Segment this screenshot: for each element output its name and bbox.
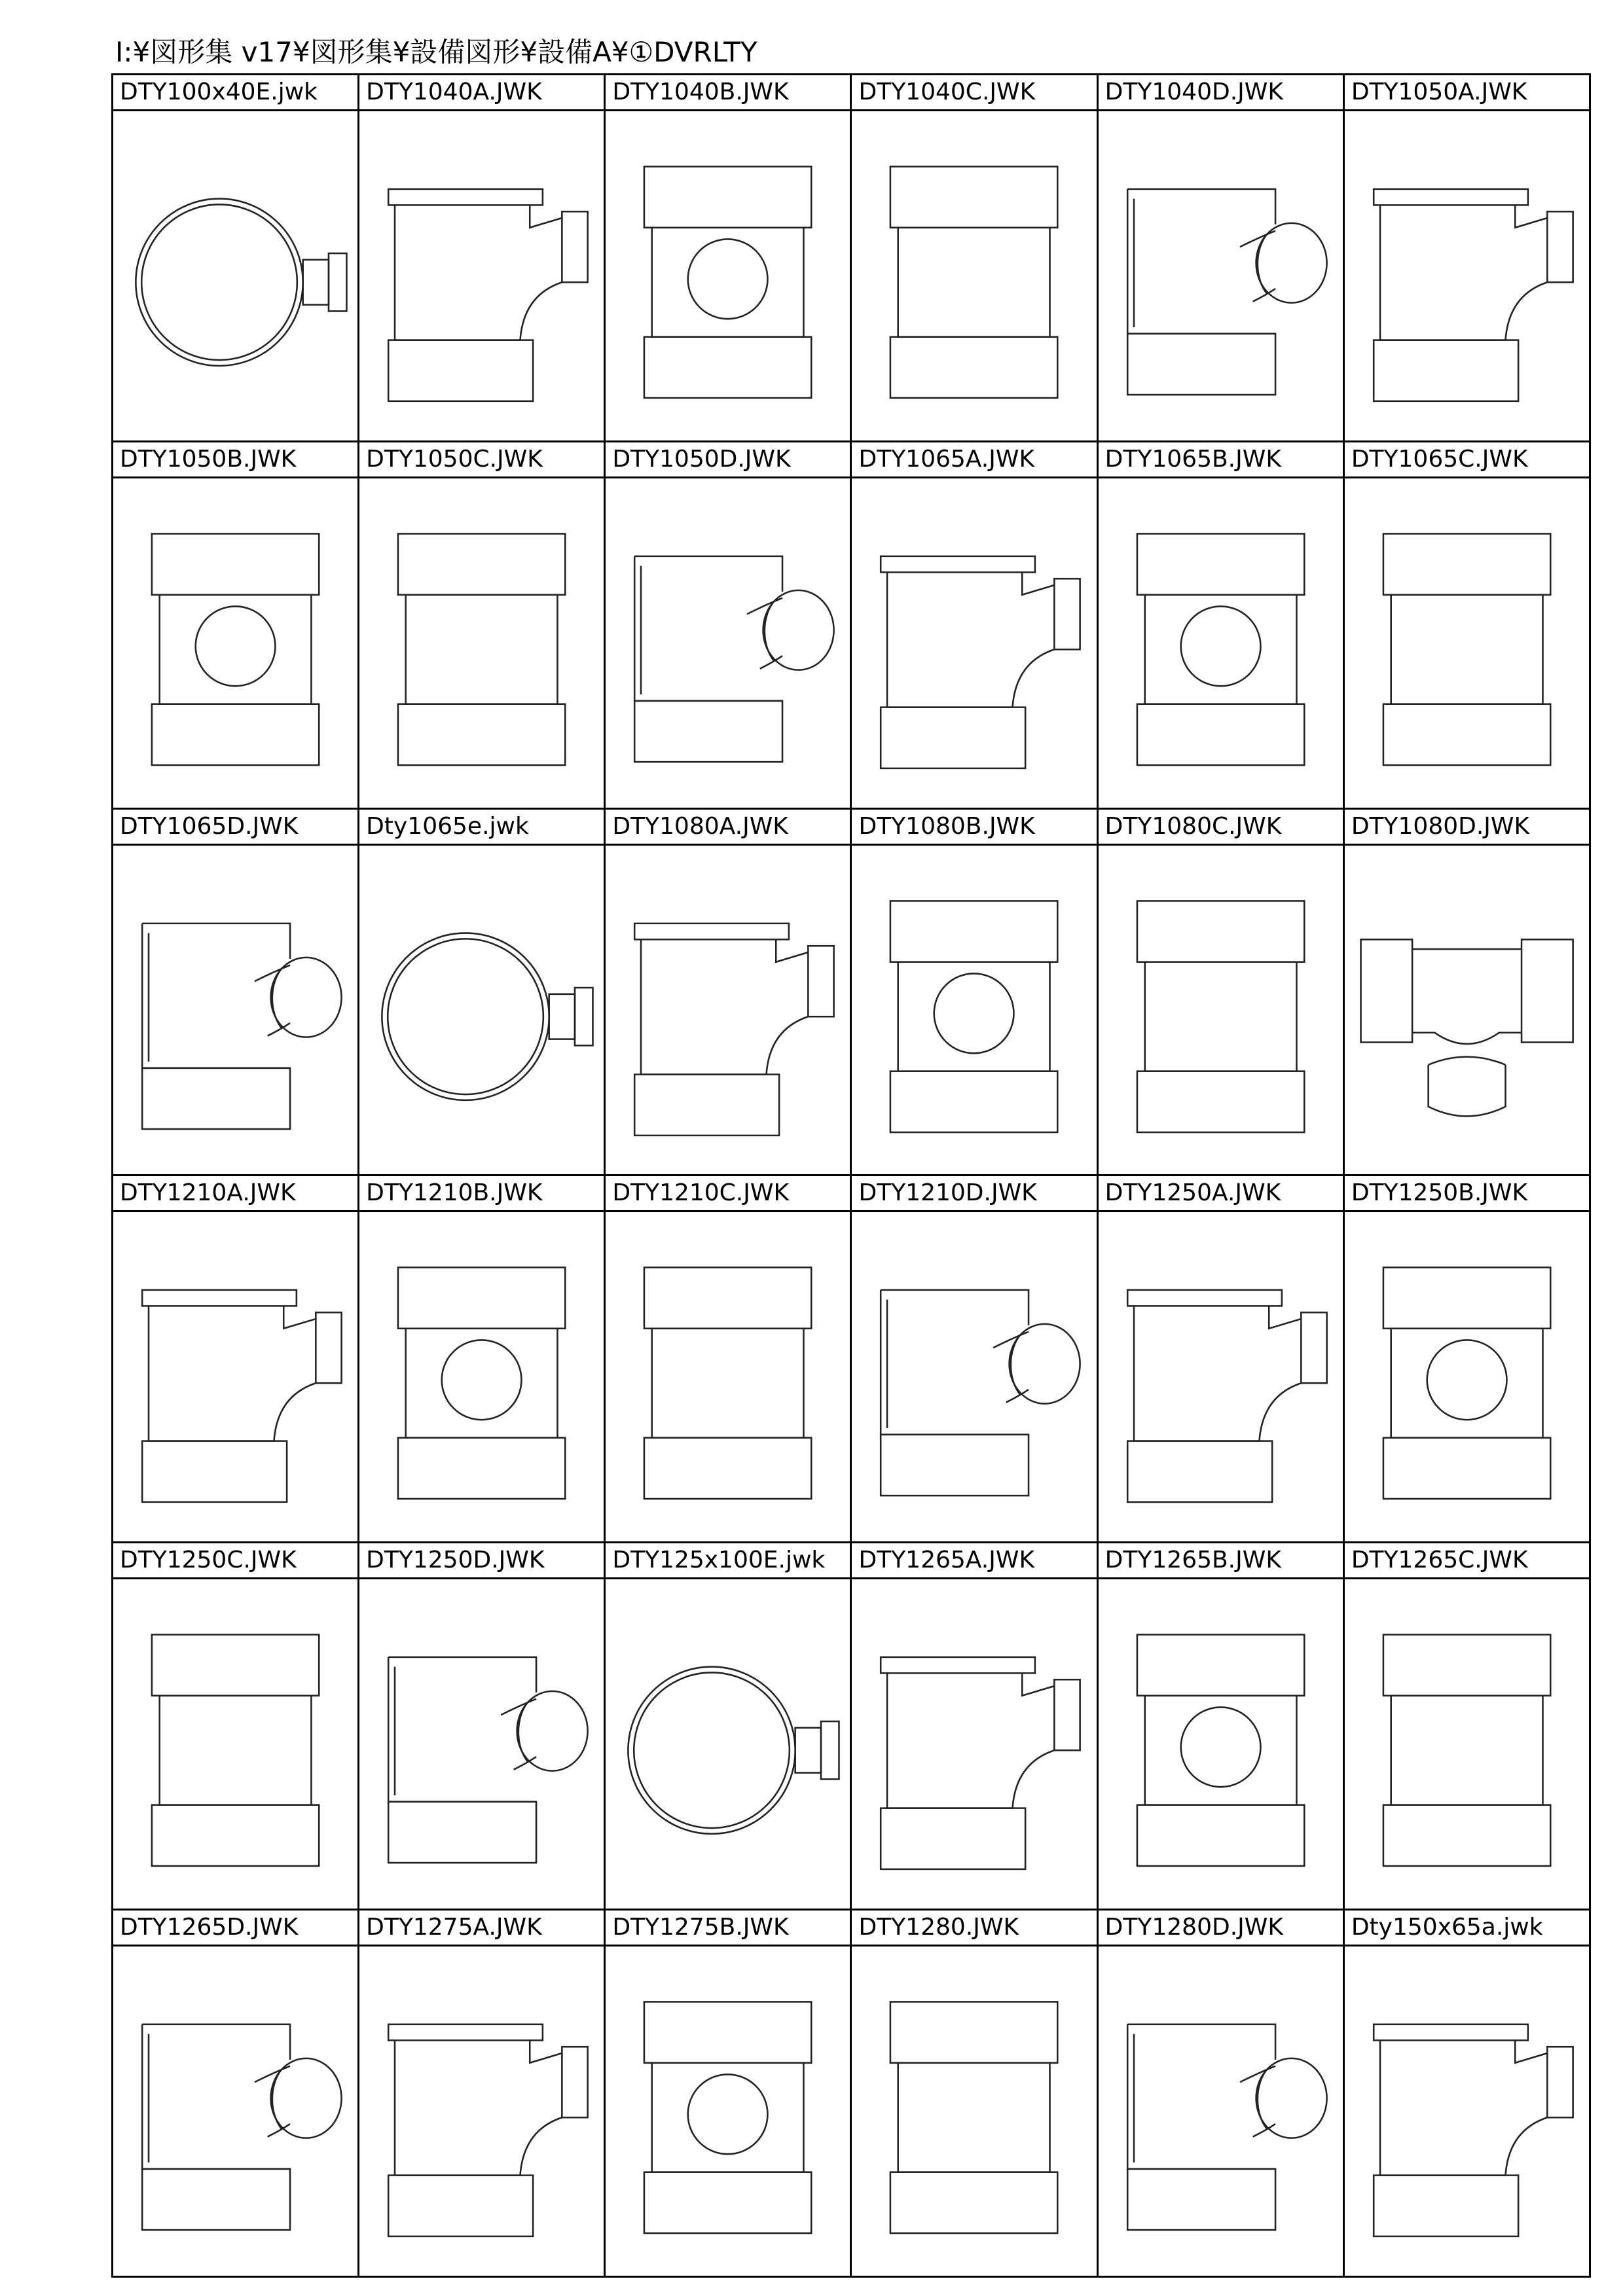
figure-label: DTY1280D.JWK	[1099, 1910, 1343, 1946]
figure-label: DTY1040A.JWK	[359, 75, 604, 111]
figure-cell	[606, 1543, 852, 1910]
figure-label: Dty1065e.jwk	[359, 810, 604, 846]
figure-cell	[1099, 75, 1345, 442]
tee-down-icon	[1345, 846, 1589, 1175]
figure-drawing	[852, 1946, 1096, 2276]
y-tee-side-icon	[113, 1212, 357, 1541]
figure-cell	[1345, 1543, 1591, 1910]
figure-label: DTY1080A.JWK	[606, 810, 850, 846]
figure-cell	[852, 1543, 1098, 1910]
tee-oblique-icon	[1099, 111, 1343, 440]
figure-label: DTY1275B.JWK	[606, 1910, 850, 1946]
figure-cell	[852, 1176, 1098, 1543]
figure-cell	[359, 1176, 606, 1543]
figure-label: DTY1280.JWK	[852, 1910, 1096, 1946]
figure-cell	[113, 75, 359, 442]
tee-front-icon	[606, 111, 850, 440]
figure-drawing	[606, 111, 850, 440]
figure-label: DTY1040B.JWK	[606, 75, 850, 111]
figure-cell	[852, 810, 1098, 1177]
figure-drawing	[1345, 1212, 1589, 1541]
tee-back-icon	[1345, 1579, 1589, 1909]
figure-cell	[1345, 75, 1591, 442]
tee-front-icon	[359, 1212, 604, 1541]
figure-drawing	[359, 846, 604, 1175]
figure-drawing	[1345, 478, 1589, 808]
figure-drawing	[852, 1212, 1096, 1541]
tee-front-icon	[606, 1946, 850, 2276]
y-tee-side-icon	[359, 111, 604, 440]
figure-drawing	[1099, 478, 1343, 808]
figure-label: DTY1050D.JWK	[606, 442, 850, 478]
figure-cell	[1099, 1910, 1345, 2278]
figure-drawing	[852, 1579, 1096, 1909]
figure-label: DTY1080C.JWK	[1099, 810, 1343, 846]
figure-cell	[606, 1176, 852, 1543]
y-tee-side-icon	[1345, 1946, 1589, 2276]
figure-drawing	[1345, 846, 1589, 1175]
figure-cell	[359, 75, 606, 442]
figure-drawing	[1099, 846, 1343, 1175]
figure-label: DTY1275A.JWK	[359, 1910, 604, 1946]
figure-label: DTY1050C.JWK	[359, 442, 604, 478]
figure-cell	[1099, 442, 1345, 810]
figure-cell	[606, 810, 852, 1177]
tee-oblique-icon	[606, 478, 850, 808]
figure-label: DTY1050B.JWK	[113, 442, 357, 478]
figure-label: DTY1265C.JWK	[1345, 1543, 1589, 1579]
figure-cell	[1345, 810, 1591, 1177]
figure-label: DTY1210D.JWK	[852, 1176, 1096, 1212]
figure-label: DTY1265B.JWK	[1099, 1543, 1343, 1579]
y-tee-side-icon	[1099, 1212, 1343, 1541]
figure-label: DTY1250C.JWK	[113, 1543, 357, 1579]
figure-drawing	[606, 1212, 850, 1541]
figure-cell	[113, 1176, 359, 1543]
figure-cell	[113, 1543, 359, 1910]
figure-drawing	[359, 111, 604, 440]
figure-cell	[852, 442, 1098, 810]
figure-drawing	[359, 1946, 604, 2276]
circle-tee-icon	[359, 846, 604, 1175]
figure-drawing	[606, 1946, 850, 2276]
tee-back-icon	[606, 1212, 850, 1541]
tee-oblique-icon	[1099, 1946, 1343, 2276]
tee-front-icon	[113, 478, 357, 808]
figure-label: DTY1250D.JWK	[359, 1543, 604, 1579]
tee-front-icon	[1099, 478, 1343, 808]
tee-back-icon	[1099, 846, 1343, 1175]
figure-drawing	[113, 846, 357, 1175]
figure-label: DTY100x40E.jwk	[113, 75, 357, 111]
figure-cell	[113, 442, 359, 810]
figure-label: DTY1065B.JWK	[1099, 442, 1343, 478]
tee-back-icon	[359, 478, 604, 808]
figure-cell	[1099, 1543, 1345, 1910]
figure-drawing	[113, 1212, 357, 1541]
tee-oblique-icon	[113, 1946, 357, 2276]
figure-label: DTY1065A.JWK	[852, 442, 1096, 478]
figure-drawing	[359, 1579, 604, 1909]
y-tee-side-icon	[852, 478, 1096, 808]
figure-cell	[852, 1910, 1098, 2278]
figure-drawing	[1099, 1579, 1343, 1909]
figure-cell	[606, 442, 852, 810]
figure-label: Dty150x65a.jwk	[1345, 1910, 1589, 1946]
figure-drawing	[1345, 111, 1589, 440]
figure-drawing	[113, 111, 357, 440]
figure-cell	[606, 75, 852, 442]
figure-cell	[1345, 1176, 1591, 1543]
figure-label: DTY1250B.JWK	[1345, 1176, 1589, 1212]
figure-drawing	[606, 846, 850, 1175]
y-tee-side-icon	[359, 1946, 604, 2276]
figure-grid	[111, 73, 1591, 2278]
figure-cell	[359, 1910, 606, 2278]
figure-label: DTY1265A.JWK	[852, 1543, 1096, 1579]
tee-front-icon	[1345, 1212, 1589, 1541]
y-tee-side-icon	[852, 1579, 1096, 1909]
tee-back-icon	[852, 111, 1096, 440]
figure-cell	[359, 1543, 606, 1910]
y-tee-side-icon	[1345, 111, 1589, 440]
figure-label: DTY1210C.JWK	[606, 1176, 850, 1212]
figure-label: DTY1265D.JWK	[113, 1910, 357, 1946]
figure-drawing	[1099, 1212, 1343, 1541]
figure-drawing	[1345, 1579, 1589, 1909]
tee-front-icon	[1099, 1579, 1343, 1909]
figure-label: DTY1210A.JWK	[113, 1176, 357, 1212]
figure-drawing	[113, 478, 357, 808]
tee-front-icon	[852, 846, 1096, 1175]
tee-oblique-icon	[852, 1212, 1096, 1541]
figure-cell	[359, 442, 606, 810]
figure-drawing	[359, 478, 604, 808]
figure-drawing	[852, 111, 1096, 440]
figure-drawing	[852, 478, 1096, 808]
figure-cell	[113, 810, 359, 1177]
figure-cell	[113, 1910, 359, 2278]
figure-drawing	[359, 1212, 604, 1541]
figure-cell	[606, 1910, 852, 2278]
figure-drawing	[1099, 111, 1343, 440]
tee-back-icon	[113, 1579, 357, 1909]
figure-label: DTY1050A.JWK	[1345, 75, 1589, 111]
figure-drawing	[606, 1579, 850, 1909]
figure-label: DTY1040C.JWK	[852, 75, 1096, 111]
circle-tee-icon	[606, 1579, 850, 1909]
figure-cell	[359, 810, 606, 1177]
figure-label: DTY1065D.JWK	[113, 810, 357, 846]
figure-label: DTY1080D.JWK	[1345, 810, 1589, 846]
figure-cell	[1099, 1176, 1345, 1543]
figure-label: DTY1210B.JWK	[359, 1176, 604, 1212]
figure-drawing	[1345, 1946, 1589, 2276]
y-tee-side-icon	[606, 846, 850, 1175]
figure-drawing	[1099, 1946, 1343, 2276]
circle-tee-icon	[113, 111, 357, 440]
tee-back-icon	[852, 1946, 1096, 2276]
figure-label: DTY1080B.JWK	[852, 810, 1096, 846]
figure-cell	[1099, 810, 1345, 1177]
figure-label: DTY125x100E.jwk	[606, 1543, 850, 1579]
figure-label: DTY1040D.JWK	[1099, 75, 1343, 111]
tee-oblique-icon	[359, 1579, 604, 1909]
figure-cell	[1345, 1910, 1591, 2278]
figure-cell	[1345, 442, 1591, 810]
tee-oblique-icon	[113, 846, 357, 1175]
figure-drawing	[113, 1579, 357, 1909]
figure-drawing	[852, 846, 1096, 1175]
figure-drawing	[113, 1946, 357, 2276]
figure-cell	[852, 75, 1098, 442]
figure-label: DTY1065C.JWK	[1345, 442, 1589, 478]
tee-back-icon	[1345, 478, 1589, 808]
figure-drawing	[606, 478, 850, 808]
page-path: I:¥図形集 v17¥図形集¥設備図形¥設備A¥①DVRLTY	[115, 36, 757, 68]
figure-label: DTY1250A.JWK	[1099, 1176, 1343, 1212]
